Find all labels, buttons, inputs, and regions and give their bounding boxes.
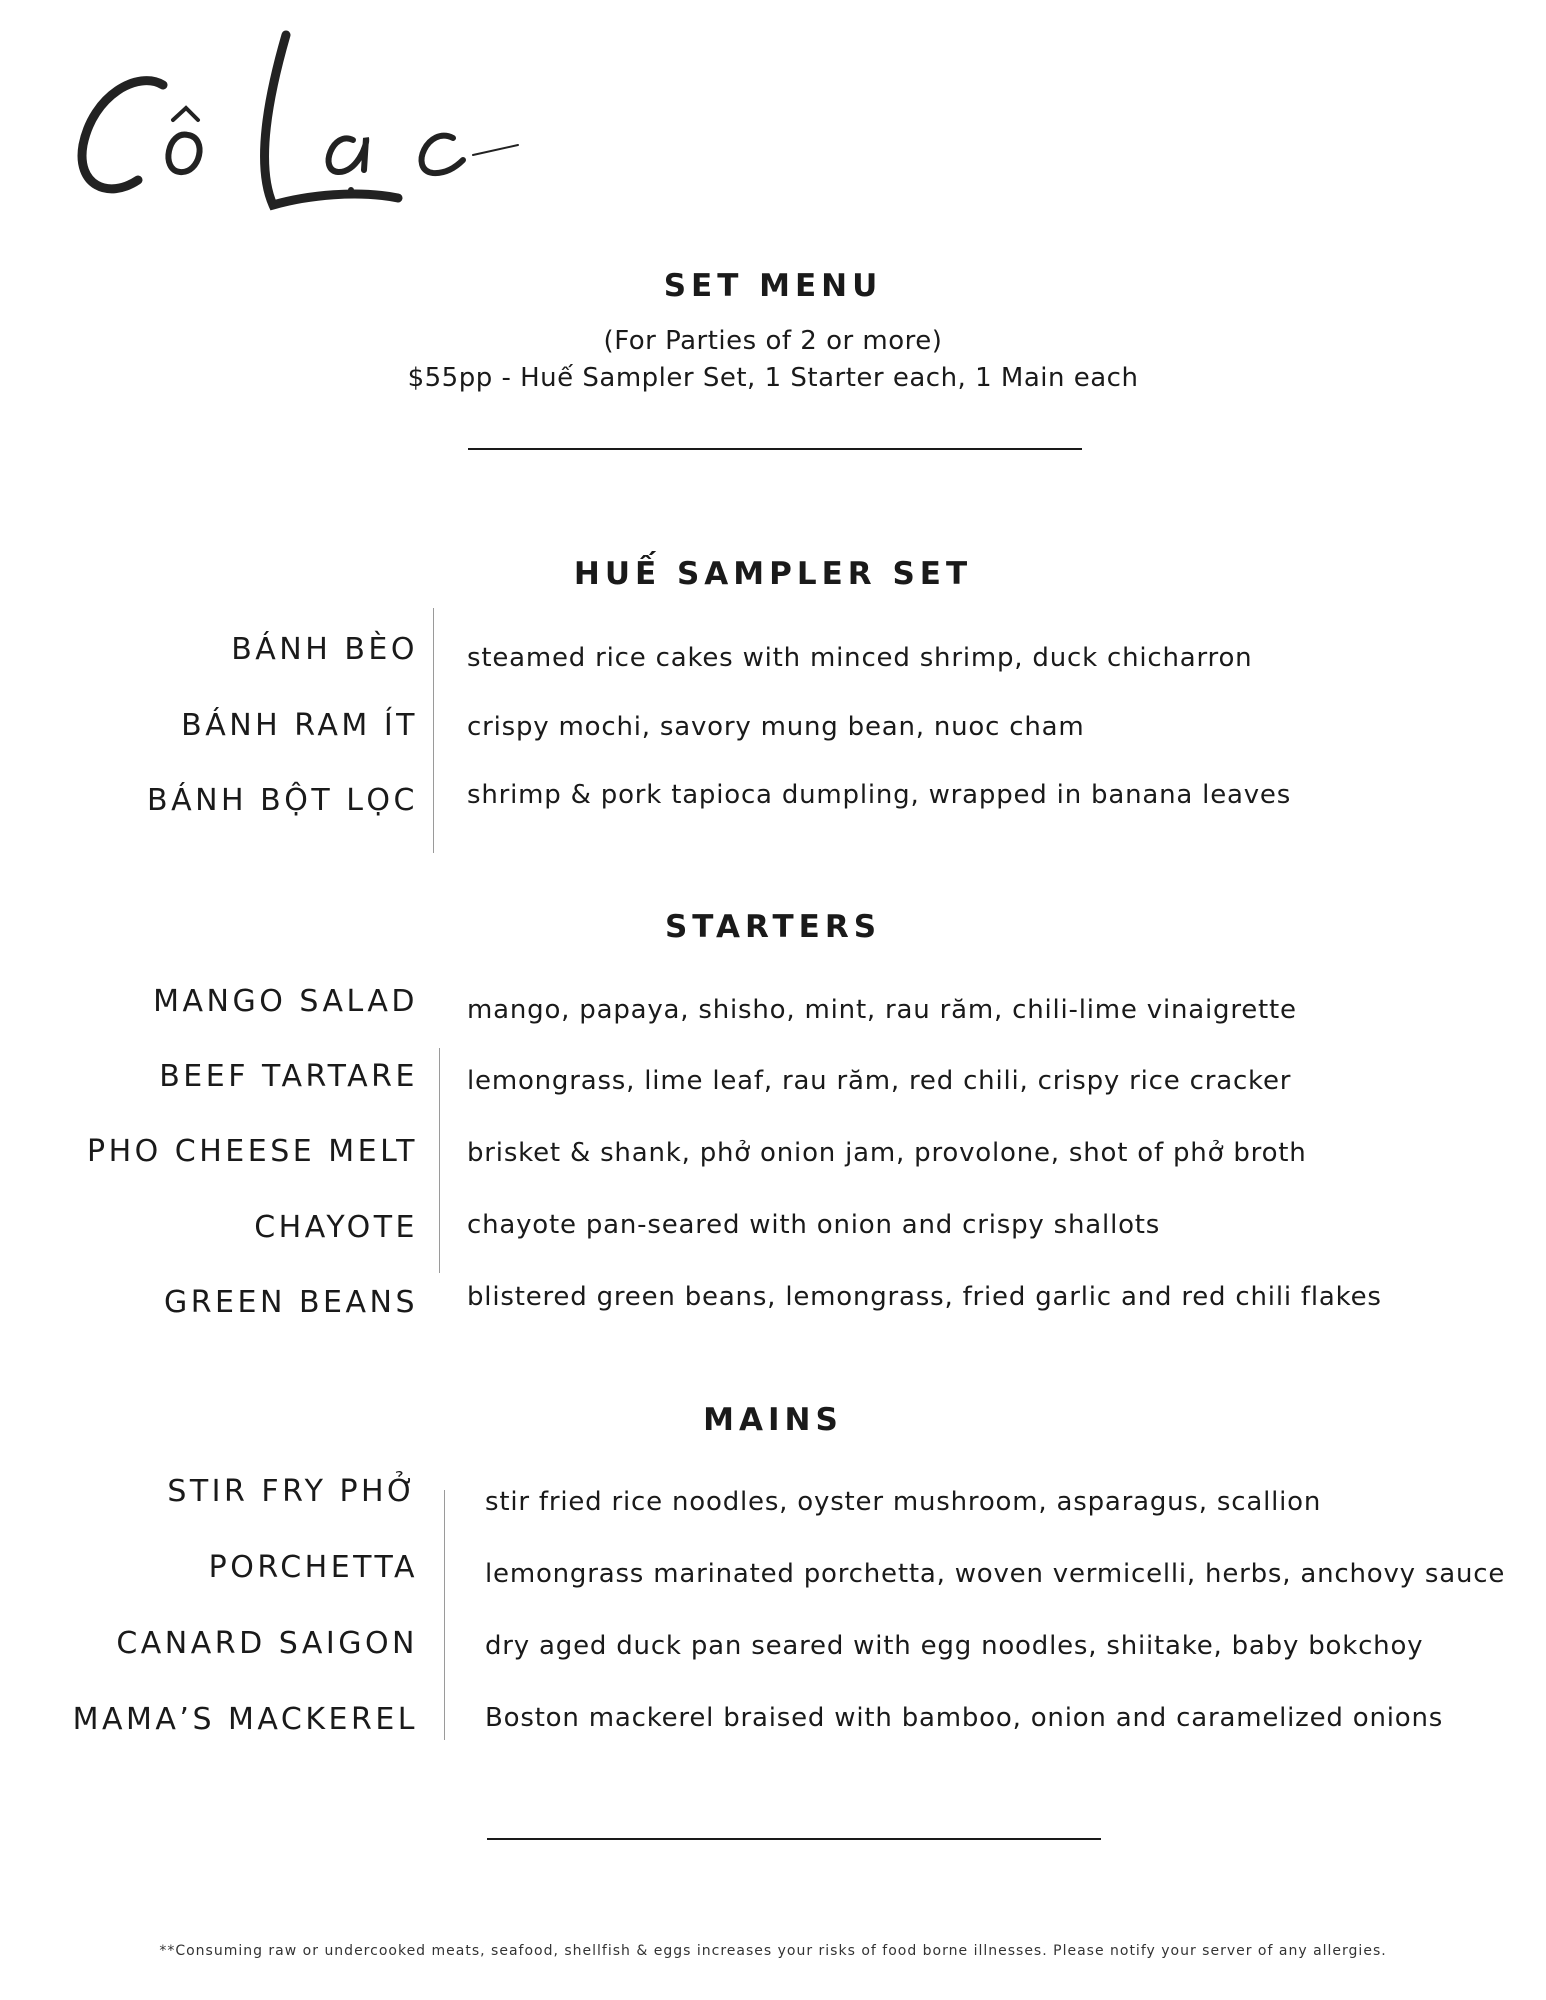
main-item-desc: dry aged duck pan seared with egg noodles, shiitake, baby bokchoy bbox=[485, 1631, 1424, 1661]
main-item-name: CANARD SAIGON bbox=[116, 1626, 418, 1661]
starter-item-desc: chayote pan-seared with onion and crispy shallots bbox=[467, 1210, 1161, 1240]
main-item-desc: Boston mackerel braised with bamboo, onion and caramelized onions bbox=[485, 1703, 1444, 1733]
divider bbox=[487, 1838, 1101, 1840]
sampler-divider-line bbox=[433, 608, 434, 853]
main-item-desc: stir fried rice noodles, oyster mushroom, asparagus, scallion bbox=[485, 1487, 1322, 1517]
starter-item-desc: blistered green beans, lemongrass, fried garlic and red chili flakes bbox=[467, 1282, 1382, 1312]
sampler-item-name: BÁNH BÈO bbox=[231, 632, 418, 667]
sampler-section-title: HUẾ SAMPLER SET bbox=[573, 556, 973, 592]
starters-divider-line bbox=[439, 1048, 440, 1273]
main-item-name: MAMA’S MACKEREL bbox=[72, 1702, 418, 1737]
allergy-disclaimer: **Consuming raw or undercooked meats, seafood, shellfish & eggs increases your risks of food borne illnesses. Please notify your server of any allergies. bbox=[159, 1943, 1387, 1959]
starter-item-name: MANGO SALAD bbox=[153, 984, 418, 1019]
set-menu-price: $55pp - Huế Sampler Set, 1 Starter each, 1 Main each bbox=[407, 363, 1139, 393]
starter-item-desc: mango, papaya, shisho, mint, rau răm, chili-lime vinaigrette bbox=[467, 995, 1297, 1025]
sampler-item-desc: crispy mochi, savory mung bean, nuoc cham bbox=[467, 712, 1085, 742]
set-menu-title: SET MENU bbox=[663, 268, 883, 304]
starter-item-name: BEEF TARTARE bbox=[159, 1059, 418, 1094]
mains-section-title: MAINS bbox=[703, 1402, 843, 1438]
starter-item-desc: lemongrass, lime leaf, rau răm, red chili, crispy rice cracker bbox=[467, 1066, 1292, 1096]
starter-item-name: CHAYOTE bbox=[254, 1210, 418, 1245]
divider bbox=[468, 448, 1082, 450]
restaurant-logo bbox=[68, 20, 568, 230]
sampler-item-desc: steamed rice cakes with minced shrimp, duck chicharron bbox=[467, 643, 1253, 673]
starter-item-name: GREEN BEANS bbox=[163, 1285, 418, 1320]
starter-item-name: PHO CHEESE MELT bbox=[87, 1134, 418, 1169]
sampler-item-name: BÁNH BỘT LỌC bbox=[147, 783, 418, 818]
starters-section-title: STARTERS bbox=[664, 909, 882, 945]
main-item-desc: lemongrass marinated porchetta, woven vermicelli, herbs, anchovy sauce bbox=[485, 1559, 1506, 1589]
main-item-name: PORCHETTA bbox=[208, 1550, 418, 1585]
starter-item-desc: brisket & shank, phở onion jam, provolone, shot of phở broth bbox=[467, 1138, 1307, 1168]
main-item-name: STIR FRY PHỞ bbox=[167, 1474, 418, 1509]
mains-divider-line bbox=[444, 1490, 445, 1740]
sampler-item-name: BÁNH RAM ÍT bbox=[181, 708, 418, 743]
sampler-item-desc: shrimp & pork tapioca dumpling, wrapped in banana leaves bbox=[467, 780, 1292, 810]
set-menu-note: (For Parties of 2 or more) bbox=[603, 326, 943, 356]
